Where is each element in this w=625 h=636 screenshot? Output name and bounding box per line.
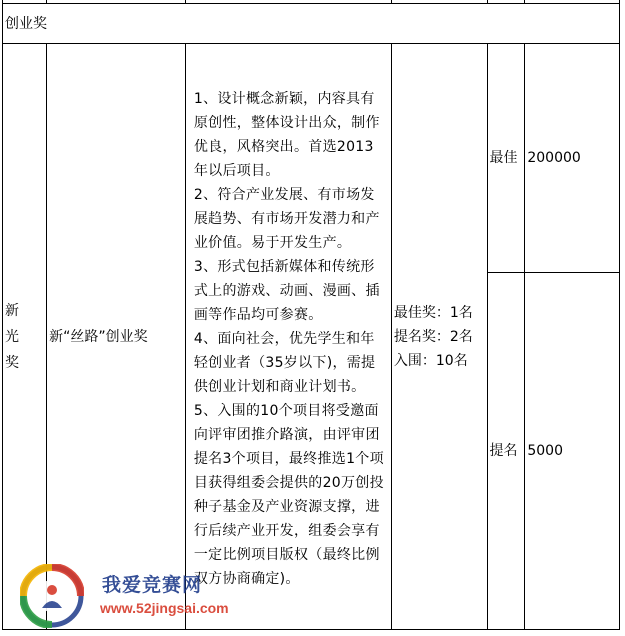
section-header-row bbox=[3, 4, 620, 44]
criteria-item: 4、面向社会，优先学生和年轻创业者（35岁以下)，需提供创业计划和商业计划书。 bbox=[193, 330, 376, 395]
quota-line: 最佳奖：1名 bbox=[393, 304, 473, 321]
watermark-url: www.52jingsai.com bbox=[100, 600, 229, 616]
prize-level: 提名 bbox=[487, 273, 525, 630]
quota-line: 提名奖：2名 bbox=[393, 328, 473, 345]
section-title: 创业奖 bbox=[3, 4, 620, 44]
prize-amount: 5000 bbox=[525, 273, 620, 630]
criteria-item: 3、形式包括新媒体和传统形式上的游戏、动画、漫画、插画等作品均可参赛。 bbox=[193, 258, 380, 323]
award-row bbox=[3, 44, 620, 273]
prize-level: 最佳 bbox=[487, 44, 525, 273]
quota-line: 入围：10名 bbox=[393, 352, 468, 369]
award-quota-cell bbox=[391, 44, 487, 630]
criteria-item: 1、设计概念新颖，内容具有原创性，整体设计出众，制作优良，风格突出。首选2013年以后项目。 bbox=[193, 90, 380, 179]
award-category-cell bbox=[3, 44, 47, 630]
criteria-item: 5、入围的10个项目将受邀面向评审团推介路演，由评审团提名3个项目，最终推选1个项目获得组委会提供的20万创投种子基金及产业资源支撑，进行后续产业开发，组委会享有一定比例项目版权（最终比例双方协商确定)。 bbox=[193, 402, 384, 587]
award-name: 新“丝路”创业奖 bbox=[47, 44, 186, 630]
award-category-char: 光 bbox=[5, 328, 19, 345]
watermark-title: 我爱竞赛网 bbox=[102, 574, 203, 596]
award-table bbox=[2, 0, 620, 630]
award-criteria-cell bbox=[185, 44, 391, 630]
award-category-char: 奖 bbox=[5, 354, 19, 371]
award-category-char: 新 bbox=[5, 302, 19, 319]
prize-amount: 200000 bbox=[525, 44, 620, 273]
criteria-item: 2、符合产业发展、有市场发展趋势、有市场开发潜力和产业价值。易于开发生产。 bbox=[193, 186, 380, 251]
